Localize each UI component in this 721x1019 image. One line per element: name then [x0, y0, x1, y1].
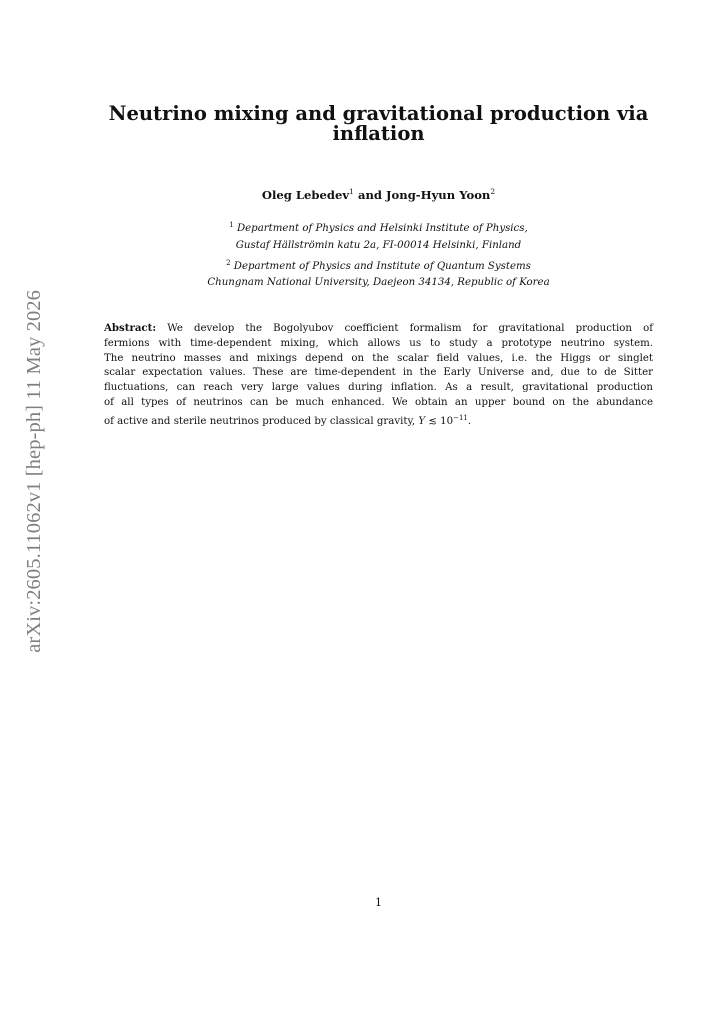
affiliation-mark: 2: [226, 258, 231, 267]
math-base: 10: [440, 415, 454, 427]
affiliation-mark: 1: [349, 187, 354, 196]
affiliation-line: Department of Physics and Helsinki Institute of Physics,: [236, 223, 528, 234]
affiliation-mark: 2: [490, 187, 496, 196]
title-line-1: Neutrino mixing and gravitational production via: [108, 102, 649, 125]
affiliations: [104, 217, 653, 292]
affiliation-mark: 1: [229, 221, 234, 229]
affiliation-1: [104, 217, 653, 238]
abstract-text: We develop the Bogolyubov coefficient formalism for gravitational production of: [167, 323, 653, 334]
abstract-line: The neutrino masses and mixings depend on the scalar field values, i.e. the Higgs or singlet: [104, 352, 653, 364]
abstract: [104, 321, 653, 430]
math-exponent: −11: [453, 413, 468, 422]
abstract-line: scalar expectation values. These are time-dependent in the Early Universe and, due to de Sitter: [104, 367, 653, 379]
author-conjunction: and: [357, 188, 382, 202]
author-list: [104, 184, 653, 203]
abstract-line: fluctuations, can reach very large values during inflation. As a result, gravitational production: [104, 382, 653, 394]
author-name: Oleg Lebedev: [261, 188, 350, 202]
abstract-line: of all types of neutrinos can be much enhanced. We obtain an upper bound on the abundance: [104, 396, 653, 408]
paper-title: [104, 104, 653, 144]
math-symbol: Y: [418, 415, 426, 427]
arxiv-identifier-sidebar: arXiv:2605.11062v1 [hep-ph] 11 May 2026: [23, 290, 45, 653]
abstract-line: fermions with time-dependent mixing, which allows us to study a prototype neutrino system.: [104, 337, 653, 349]
math-relation: ≲: [428, 415, 437, 427]
title-line-2: inflation: [332, 122, 425, 145]
abstract-line: [104, 411, 653, 430]
abstract-heading: Abstract:: [104, 322, 157, 334]
affiliation-line: Chungnam National University, Daejeon 34134, Republic of Korea: [207, 277, 550, 289]
abstract-line: [104, 321, 653, 337]
author-name: Jong-Hyun Yoon: [386, 188, 491, 202]
affiliation-line: Department of Physics and Institute of Quantum Systems: [233, 260, 531, 272]
affiliation-line: Gustaf Hällströmin katu 2a, FI-00014 Helsinki, Finland: [235, 239, 522, 251]
sentence-end: .: [467, 415, 472, 427]
abstract-text: of active and sterile neutrinos produced by classical gravity,: [104, 415, 416, 427]
page-number: 1: [375, 896, 382, 909]
affiliation-2: [104, 255, 653, 276]
